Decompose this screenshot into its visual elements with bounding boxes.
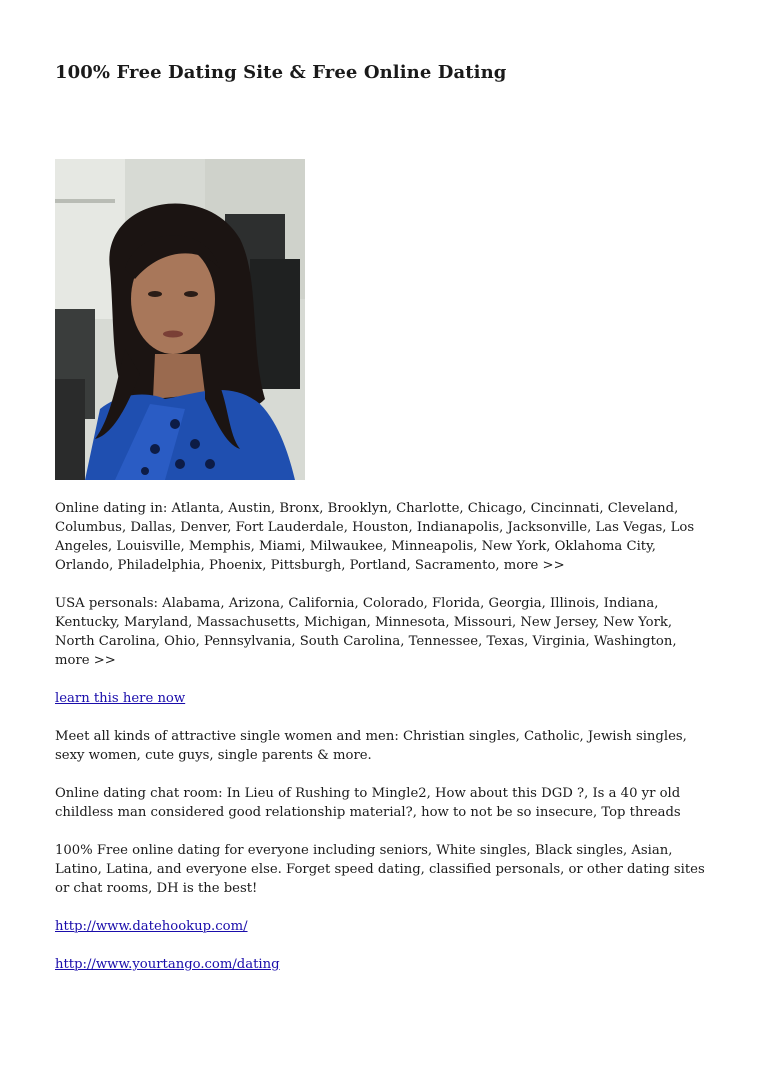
profile-photo-image (55, 159, 305, 480)
learn-link-paragraph (55, 689, 715, 708)
datehookup-link-paragraph (55, 917, 715, 936)
chat-room-paragraph: Online dating chat room: In Lieu of Rushing to Mingle2, How about this DGD ?, Is a 40 yr old childless man considered good relationship material?, how to not be so insecure, Top threads (55, 786, 681, 820)
meet-all-paragraph: Meet all kinds of attractive single women and men: Christian singles, Catholic, Jewish singles, sexy women, cute guys, single parents & more. (55, 729, 687, 763)
yourtango-link-paragraph (55, 955, 715, 974)
page-title: 100% Free Dating Site & Free Online Dating (55, 62, 507, 83)
profile-photo (55, 159, 305, 480)
article-body (55, 499, 715, 993)
free-online-dating-paragraph: 100% Free online dating for everyone including seniors, White singles, Black singles, Asian, Latino, Latina, and everyone else. Forget speed dating, classified personals, or other dating sites or chat rooms, DH is the best! (55, 843, 705, 896)
learn-this-here-now-link[interactable]: learn this here now (55, 691, 186, 706)
yourtango-link[interactable]: http://www.yourtango.com/dating (55, 957, 280, 972)
usa-personals-paragraph: USA personals: Alabama, Arizona, California, Colorado, Florida, Georgia, Illinois, Indiana, Kentucky, Maryland, Massachusetts, Michigan, Minnesota, Missouri, New Jersey, New York, North Carolina, Ohio, Pennsylvania, South Carolina, Tennessee, Texas, Virginia, Washington, more >> (55, 596, 677, 668)
online-dating-cities-paragraph: Online dating in: Atlanta, Austin, Bronx, Brooklyn, Charlotte, Chicago, Cincinnati, Cleveland, Columbus, Dallas, Denver, Fort Lauderdale, Houston, Indianapolis, Jacksonville, Las Vegas, Los Angeles, Louisville, Memphis, Miami, Milwaukee, Minneapolis, New York, Oklahoma City, Orlando, Philadelphia, Phoenix, Pittsburgh, Portland, Sacramento, more >> (55, 501, 695, 573)
datehookup-link[interactable]: http://www.datehookup.com/ (55, 919, 248, 934)
